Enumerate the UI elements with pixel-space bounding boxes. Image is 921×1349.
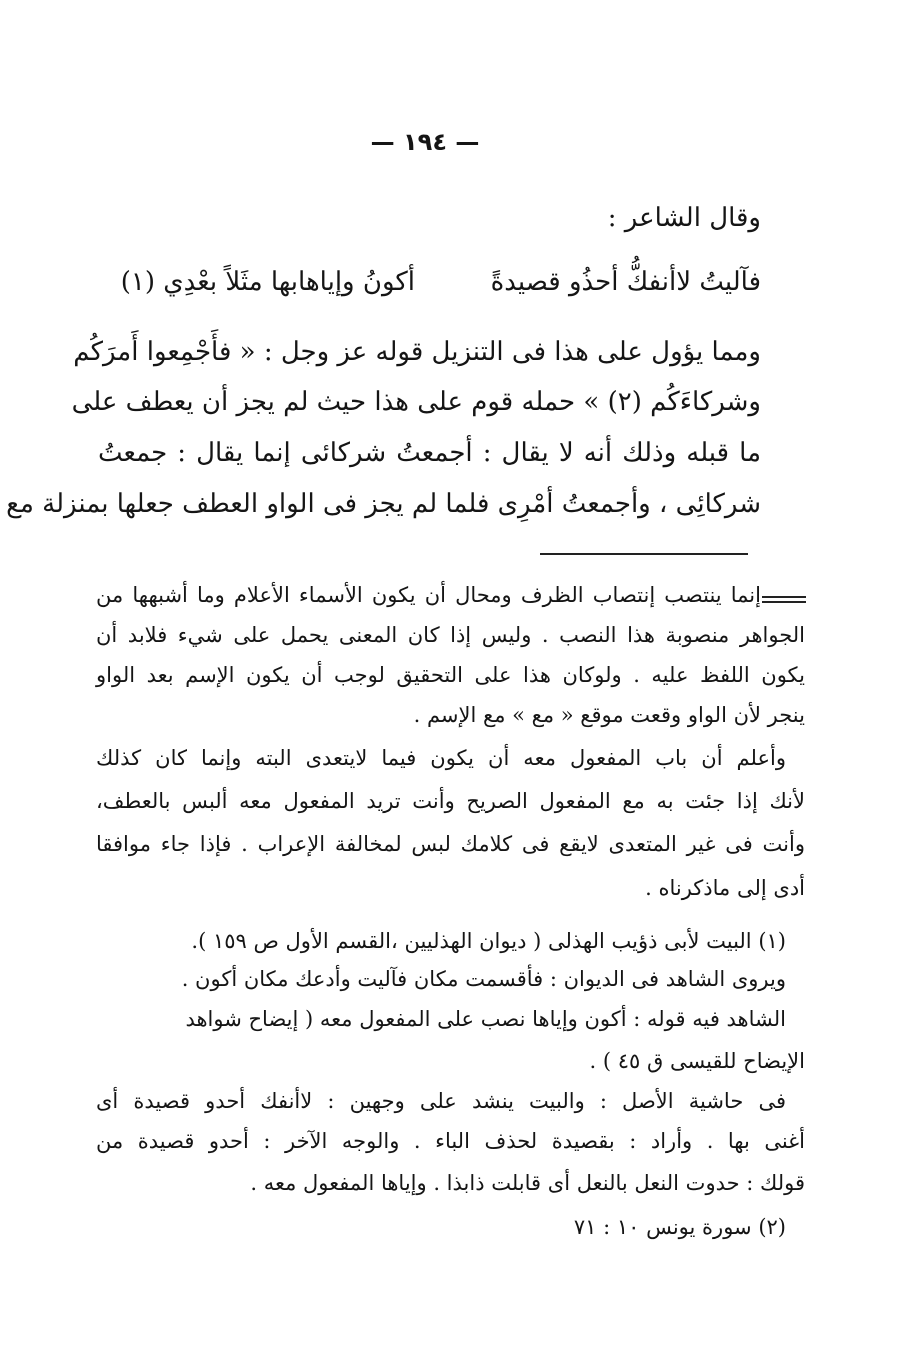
footnote-continuation-line-2: الجواهر منصوبة هذا النصب . وليس إذا كان المعنى يحمل على شيء فلابد أن [96,623,805,647]
page-number: — ١٩٤ — [370,128,480,156]
footnote-1-line-5: فى حاشية الأصل : والبيت ينشد على وجهين : لاأنفك أحدو قصيدة أى [96,1089,786,1113]
footnote-1-line-1: (١) البيت لأبى ذؤيب الهذلى ( ديوان الهذليين ،القسم الأول ص ١٥٩ ). [191,929,786,953]
footnote-continuation-line-8: أدى إلى ماذكرناه . [645,876,805,900]
footnote-1-line-2: ويروى الشاهد فى الديوان : فأقسمت مكان فآليت وأدعك مكان أكون . [181,967,786,991]
main-text-line-3: ما قبله وذلك أنه لا يقال : أجمعتُ شركائى إنما يقال : جمعتُ [98,438,761,468]
main-text-line-1: ومما يؤول على هذا فى التنزيل قوله عز وجل : « فأَجْمِعوا أَمرَكُم [73,337,761,367]
footnote-continuation-line-3: يكون اللفظ عليه . ولوكان هذا على التحقيق لوجب أن يكون الإسم بعد الواو [96,663,805,687]
continuation-mark [762,596,806,604]
footnote-continuation-line-7: وأنت فى غير المتعدى لايقع فى كلامك لبس لمخالفة الإعراب . فإذا جاء موافقا [96,832,805,856]
main-text-line-2: وشركاءَكُم (٢) » حمله قوم على هذا حيث لم يجز أن يعطف على [71,387,761,417]
footnote-continuation-line-6: لأنك إذا جئت به مع المفعول الصريح وأنت تريد المفعول معه ألبس بالعطف، [96,789,805,813]
footnote-1-line-4: الإيضاح للقيسى ق ٤٥ ) . [589,1049,805,1073]
footnote-continuation-line-4: ينجر لأن الواو وقعت موقع « مع » مع الإسم . [413,703,805,727]
footnote-2: (٢) سورة يونس ١٠ : ٧١ [573,1215,786,1239]
footnote-1-line-7: قولك : حدوت النعل بالنعل أى قابلت ذابذا . وإياها المفعول معه . [250,1171,805,1195]
footnote-separator [540,553,748,555]
footnote-1-line-6: أغنى بها . وأراد : بقصيدة لحذف الباء . والوجه الآخر : أحدو قصيدة من [96,1129,805,1153]
footnote-continuation-line-5: وأعلم أن باب المفعول معه أن يكون فيما لايتعدى البته وإنما كان كذلك [96,746,786,770]
verse-second-hemistich: أكونُ وإياهابها مثَلاً بعْدِي (١) [120,267,415,297]
verse-first-hemistich: فآليتُ لاأنفكُّ أحذُو قصيدةً [490,267,761,297]
main-text-line-4: شركائِى ، وأجمعتُ أمْرِى فلما لم يجز فى الواو العطف جعلها بمنزلة مع [6,489,761,519]
poet-intro: وقال الشاعر : [607,203,761,233]
footnote-1-line-3: الشاهد فيه قوله : أكون وإياها نصب على المفعول معه ( إيضاح شواهد [185,1007,786,1031]
footnote-continuation-line-1: إنما ينتصب إنتصاب الظرف ومحال أن يكون الأسماء الأعلام وما أشبهها من [96,583,761,607]
